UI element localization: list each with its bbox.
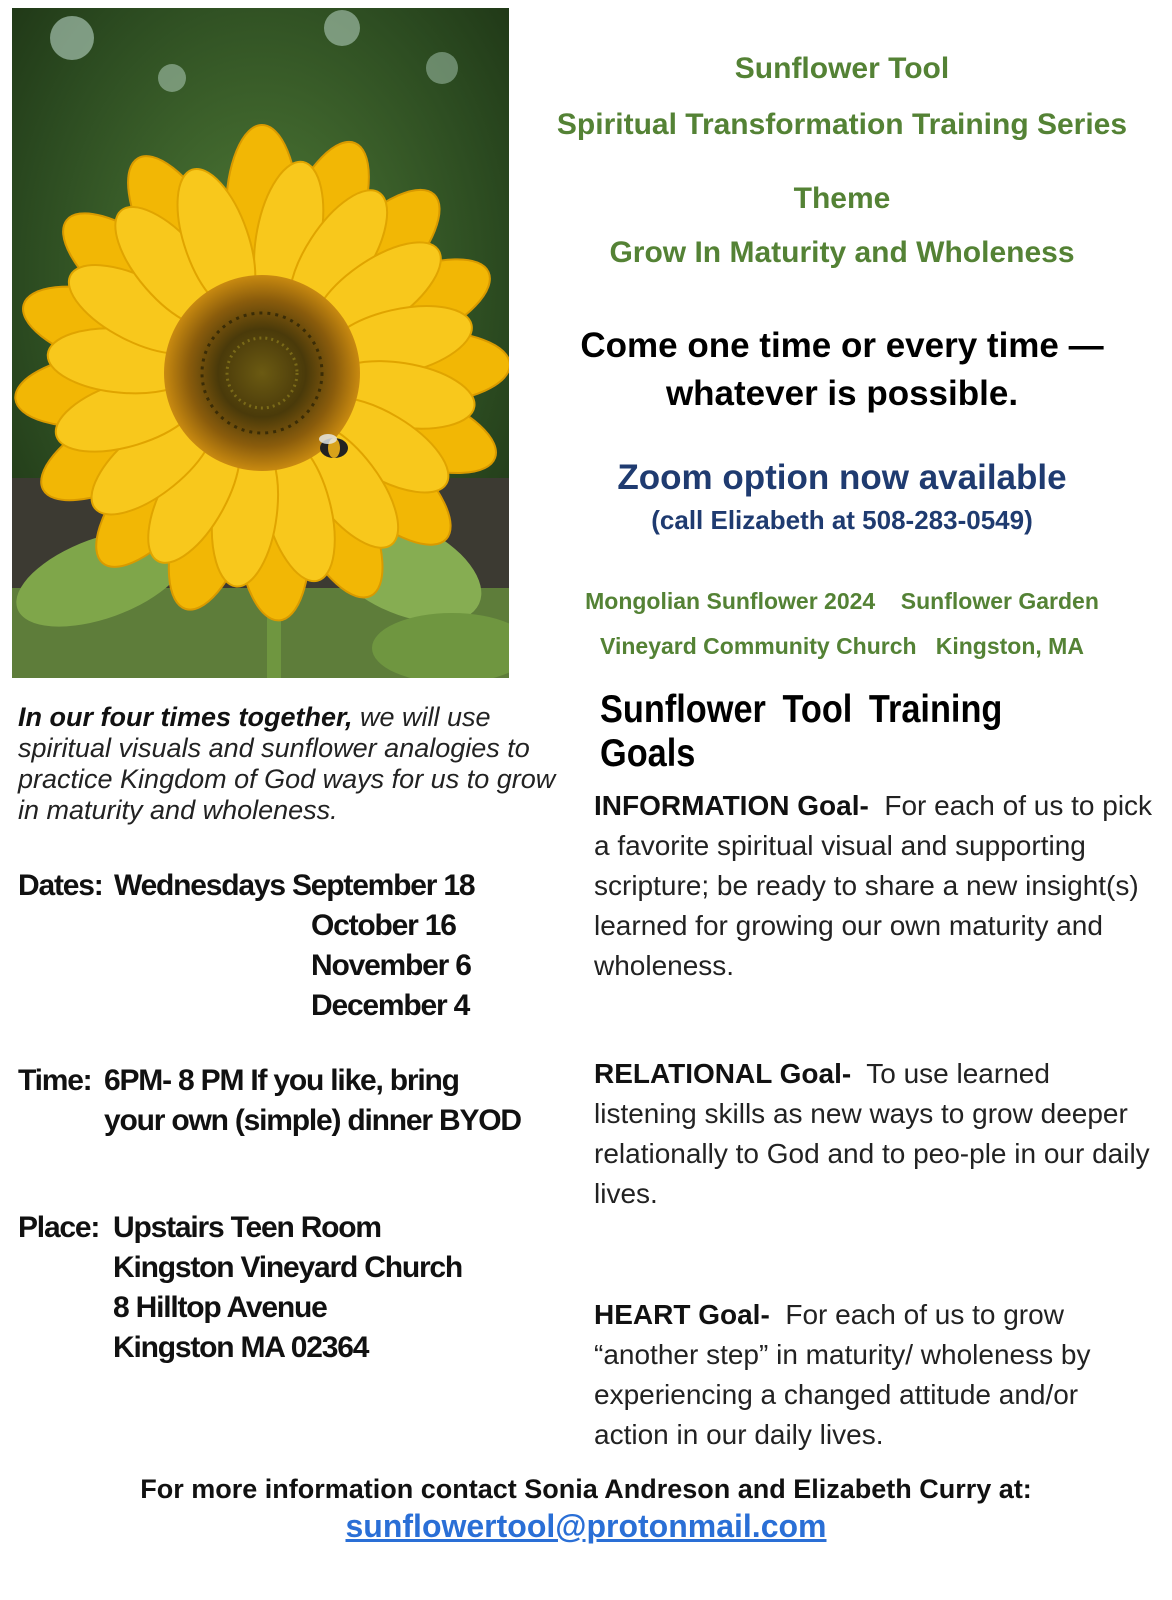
title-line-2: Spiritual Transformation Training Series [556,108,1128,141]
intro-paragraph [18,702,558,826]
time-line: your own (simple) dinner BYOD [104,1104,521,1137]
place-label: Place: [18,1211,100,1244]
email-link[interactable]: sunflowertool@protonmail.com [345,1508,827,1544]
goal-text: For each of us to grow “another step” in maturity/ wholeness by experiencing a changed attitude and/or action in our daily lives. [594,1299,1099,1450]
date-item: Wednesdays September 18 [114,869,475,902]
intro-lead: In our four times together, [18,702,353,732]
sunflower-image [12,8,509,678]
goals-title: Sunflower Tool Training Goals [600,688,1003,775]
place-line: Kingston Vineyard Church [113,1251,463,1284]
dates-list [114,866,474,1026]
photo-caption-line-2: Vineyard Community Church Kingston, MA [600,633,1084,659]
theme-value: Grow In Maturity and Wholeness [609,236,1075,269]
goal-name: RELATIONAL Goal- [594,1058,852,1089]
goal-text: To use learned listening skills as new ways to grow deeper relationally to God and to peo-ple in our daily lives. [594,1058,1158,1209]
date-item: October 16 [311,909,456,942]
place-line: 8 Hilltop Avenue [113,1291,327,1324]
invite-line-1: Come one time or every time — [580,326,1104,365]
dates-label: Dates: [18,869,103,902]
contact-text: For more information contact Sonia Andreson and Elizabeth Curry at: [140,1474,1032,1504]
heart-goal [594,1295,1154,1455]
zoom-headline: Zoom option now available [617,458,1067,497]
goal-name: INFORMATION Goal- [594,790,869,821]
time-value [104,1061,521,1141]
place-line: Upstairs Teen Room [113,1211,381,1244]
sunflower-photo [12,8,509,678]
invite-text [520,322,1164,418]
date-item: December 4 [311,989,470,1022]
information-goal [594,786,1160,986]
zoom-call-info: (call Elizabeth at 508-283-0549) [651,505,1033,535]
time-label: Time: [18,1064,92,1097]
place-line: Kingston MA 02364 [113,1331,369,1364]
date-item: November 6 [311,949,471,982]
time-line: 6PM- 8 PM If you like, bring [104,1064,459,1097]
title-line-1: Sunflower Tool [734,52,950,85]
theme-label: Theme [793,182,891,215]
intro-rest: we will use spiritual visuals and sunflower analogies to practice Kingdom of God ways for us to grow in maturity and wholeness. [18,702,556,825]
goal-name: HEART Goal- [594,1299,770,1330]
invite-line-2: whatever is possible. [665,374,1019,413]
relational-goal [594,1054,1158,1214]
place-value [113,1208,462,1368]
goal-text: For each of us to pick a favorite spiritual visual and supporting scripture; be ready to share a new insight(s) learned for growing our own maturity and wholeness. [594,790,1160,981]
photo-caption-line-1: Mongolian Sunflower 2024 Sunflower Garden [585,588,1099,614]
